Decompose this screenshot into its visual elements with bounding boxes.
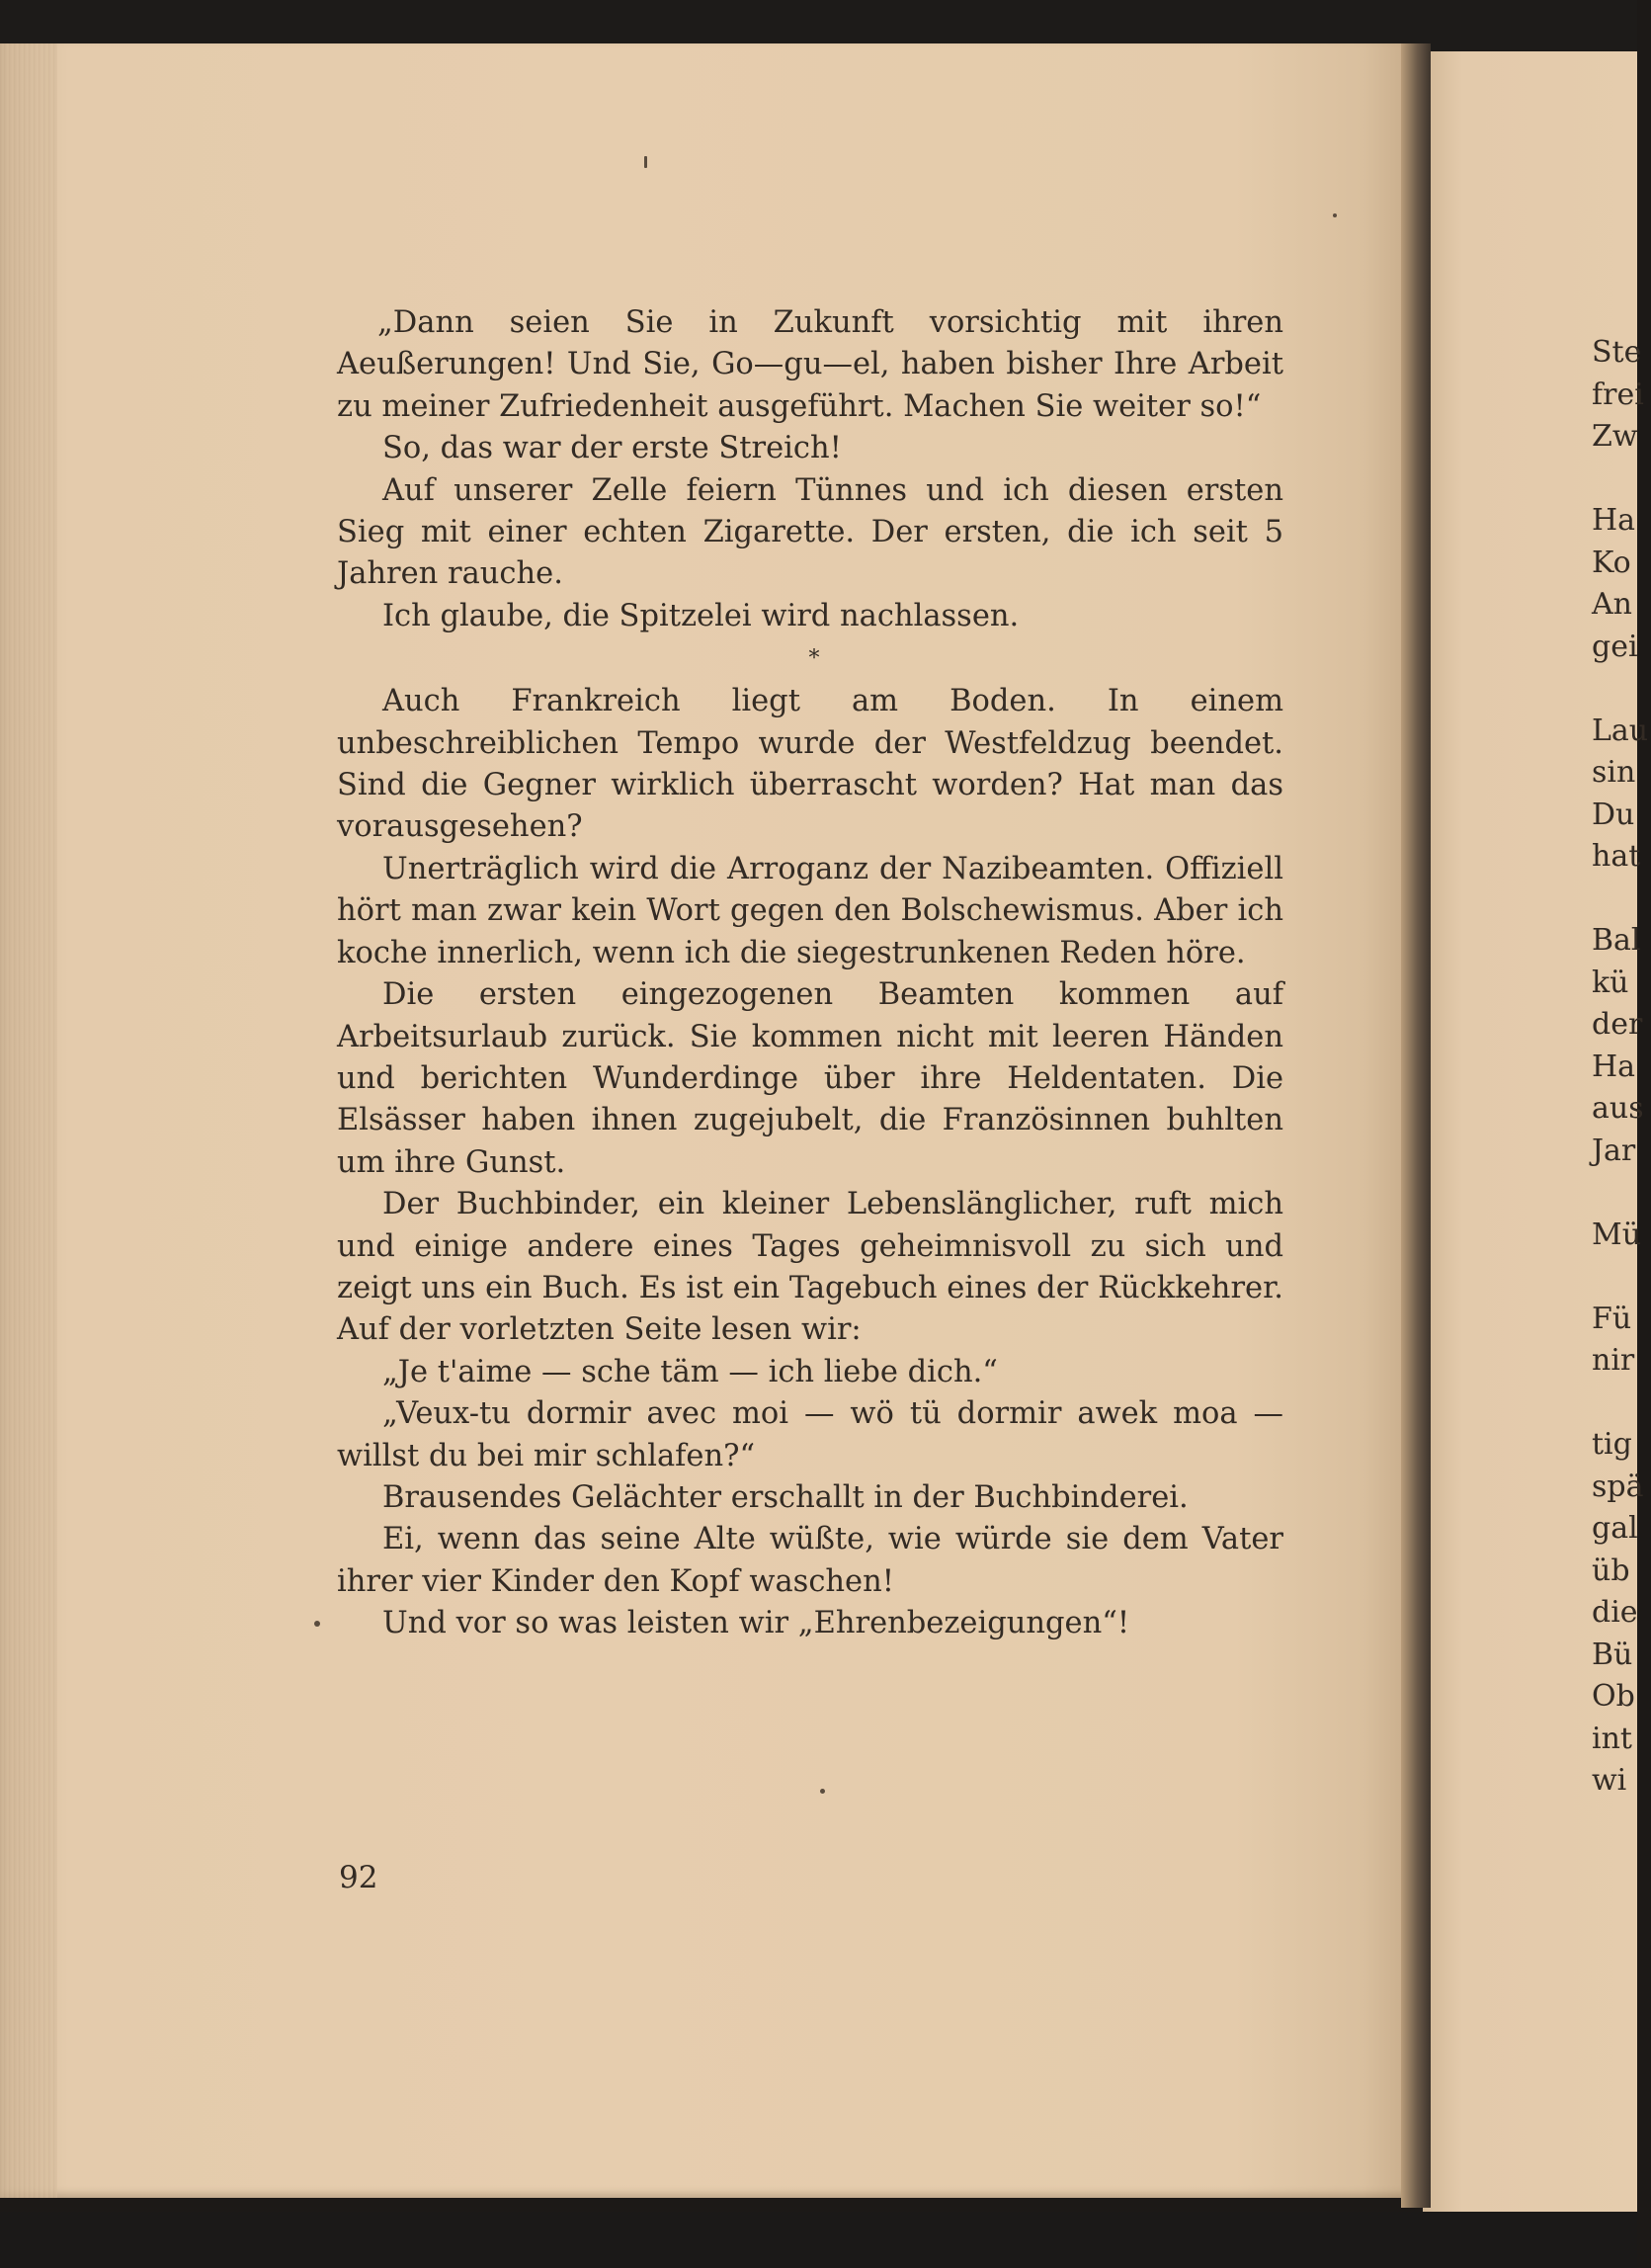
facing-line: Mü: [1592, 1217, 1642, 1252]
scan-border-bottom: [0, 2212, 1637, 2268]
facing-line: [1592, 1256, 1651, 1299]
facing-line: [1592, 668, 1651, 711]
facing-line: Ste: [1592, 335, 1642, 370]
facing-line: Fü: [1592, 1301, 1632, 1336]
paragraph: „Je t'aime — sche täm — ich liebe dich.“: [382, 1354, 998, 1389]
paragraph: Und vor so was leisten wir „Ehrenbezeigungen“!: [382, 1606, 1130, 1641]
facing-line: frei: [1592, 377, 1644, 412]
ink-speck: [644, 156, 647, 168]
facing-line: wi: [1592, 1763, 1627, 1798]
paragraph: Die ersten eingezogenen Beamten kommen auf Arbeitsurlaub zurück. Sie kommen nicht mit leeren Händen und berichten Wunderdinge über ihre Heldentaten. Die Elsässer haben ihnen zugejubelt, die Französinnen buhlten um ihre Gunst.: [337, 977, 1283, 1180]
paragraph: Unerträglich wird die Arroganz der Nazibeamten. Offiziell hört man zwar kein Wort gegen den Bolschewismus. Aber ich koche innerlich, wenn ich die siegestrunkenen Reden höre.: [337, 851, 1283, 970]
facing-line: aus: [1592, 1091, 1644, 1126]
facing-line: sin: [1592, 755, 1636, 790]
facing-line: Ha: [1592, 503, 1636, 538]
facing-line: gei: [1592, 629, 1638, 664]
facing-line: hat: [1592, 839, 1641, 874]
facing-line: Ha: [1592, 1049, 1636, 1084]
page-number: 92: [339, 1860, 378, 1895]
facing-line: Ob: [1592, 1679, 1635, 1714]
facing-line: nir: [1592, 1343, 1635, 1378]
facing-line: Lau: [1592, 713, 1649, 748]
ink-speck: [314, 1621, 320, 1627]
book-gutter: [1401, 43, 1431, 2208]
facing-line: der: [1592, 1007, 1643, 1042]
facing-line: kü: [1592, 965, 1629, 1000]
facing-line: üb: [1592, 1553, 1630, 1588]
paragraph: Brausendes Gelächter erschallt in der Buchbinderei.: [382, 1479, 1189, 1515]
facing-line: Jar: [1592, 1133, 1636, 1168]
page-body-text: [337, 302, 1283, 1645]
facing-line: die: [1592, 1595, 1638, 1630]
facing-line: gal: [1592, 1511, 1638, 1546]
facing-line: Ko: [1592, 545, 1631, 580]
facing-line: spä: [1592, 1469, 1644, 1504]
paragraph: „Dann seien Sie in Zukunft vorsichtig mit ihren Aeußerungen! Und Sie, Go—gu—el, haben bisher Ihre Arbeit zu meiner Zufriedenheit ausgeführt. Machen Sie weiter so!“: [337, 305, 1283, 424]
facing-line: [1592, 459, 1651, 501]
paragraph: Der Buchbinder, ein kleiner Lebenslänglicher, ruft mich und einige andere eines Tages geheimnisvoll zu sich und zeigt uns ein Buch. Es ist ein Tagebuch eines der Rückkehrer. Auf der vorletzten Seite lesen wir:: [337, 1187, 1283, 1348]
facing-line: [1592, 1383, 1651, 1425]
paragraph: Auf unserer Zelle feiern Tünnes und ich diesen ersten Sieg mit einer echten Zigarette. Der ersten, die ich seit 5 Jahren rauche.: [337, 472, 1283, 592]
facing-line: [1592, 879, 1651, 921]
facing-line: Bal: [1592, 923, 1641, 958]
section-break-asterisk: *: [808, 646, 820, 672]
facing-page-text: [1592, 332, 1651, 1803]
ink-speck: [1333, 213, 1337, 217]
facing-line: Zw: [1592, 419, 1638, 454]
paragraph: „Veux-tu dormir avec moi — wö tü dormir awek moa — willst du bei mir schlafen?“: [337, 1396, 1283, 1473]
ink-speck: [820, 1789, 825, 1794]
facing-line: int: [1592, 1721, 1632, 1756]
facing-line: [1592, 1172, 1651, 1215]
paragraph: Ei, wenn das seine Alte wüßte, wie würde sie dem Vater ihrer vier Kinder den Kopf waschen!: [337, 1522, 1283, 1599]
paragraph: Auch Frankreich liegt am Boden. In einem unbeschreiblichen Tempo wurde der Westfeldzug beendet. Sind die Gegner wirklich überrascht worden? Hat man das vorausgesehen?: [337, 684, 1283, 845]
paragraph: Ich glaube, die Spitzelei wird nachlassen.: [382, 598, 1020, 633]
facing-line: tig: [1592, 1427, 1632, 1462]
facing-line: An: [1592, 587, 1632, 622]
paragraph: So, das war der erste Streich!: [382, 431, 842, 466]
facing-line: Du: [1592, 797, 1635, 832]
facing-line: Bü: [1592, 1637, 1633, 1672]
page-edge-stack: [0, 43, 57, 2198]
